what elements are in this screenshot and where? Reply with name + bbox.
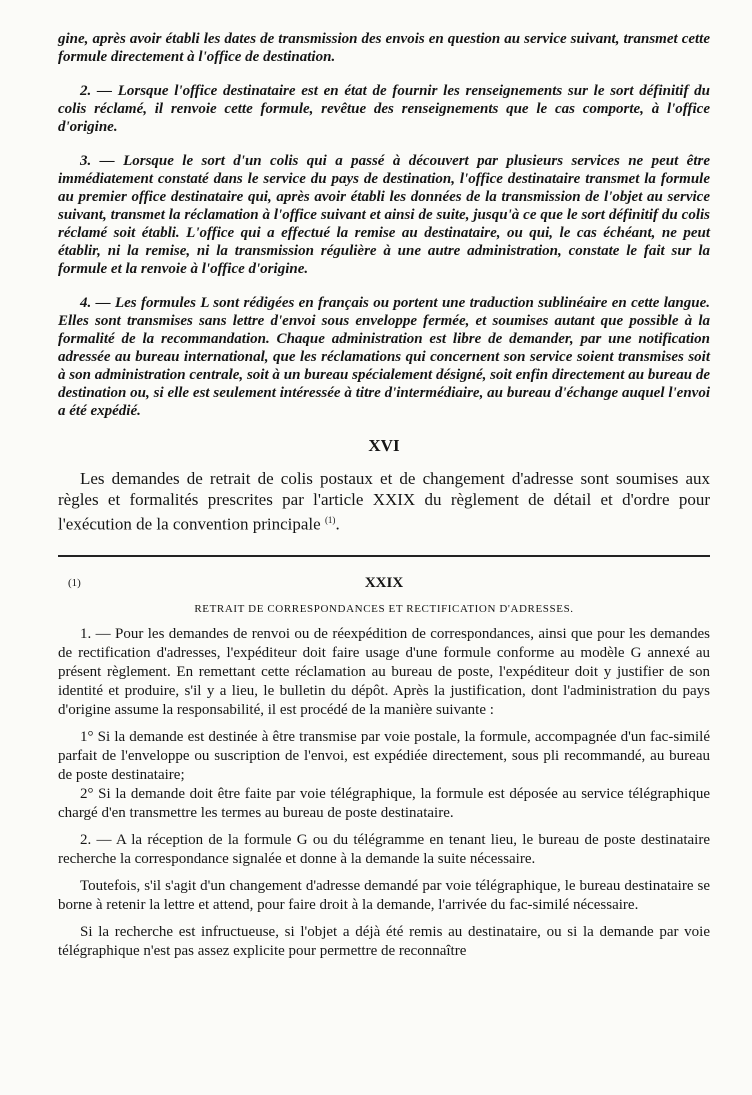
footnote-reference: (1) — [324, 515, 336, 525]
footnote-paragraph-1: 1. — Pour les demandes de renvoi ou de réexpédition de correspondances, ainsi que pour les demandes de rectification d'adresses, l'expéditeur doit faire usage d'une formule conforme au modèle G annexé au présent règlement. En remettant cette réclamation au bureau de poste, l'expéditeur doit y justifier de son identité et produire, s'il y a lieu, le bulletin du dépôt. Après la justification, dont l'administration du pays d'origine assume la responsabilité, il est procédé de la manière suivante : — [58, 625, 710, 718]
continuation-paragraph: gine, après avoir établi les dates de transmission des envois en question au service suivant, transmet cette formule directement à l'office de destination. — [58, 31, 710, 65]
footnote-header — [58, 575, 710, 597]
footnote-divider — [58, 555, 710, 557]
paragraph-4: 4. — Les formules L sont rédigées en français ou portent une traduction sublinéaire en cette langue. Elles sont transmises sans lettre d'envoi sous enveloppe fermée, et soumises autant que possible à la formalité de la recommandation. Chaque administration est libre de demander, par une notification adressée au bureau international, que les réclamations qui concernent son service soient transmises soit à son administration centrale, soit à un bureau spécialement désigné, soit enfin directement au bureau de destination ou, si elle est seulement intéressée à titre d'intermédiaire, au bureau d'échange auquel l'envoi a été expédié. — [58, 295, 710, 419]
paragraph-2: 2. — Lorsque l'office destinataire est en état de fournir les renseignements sur le sort définitif du colis réclamé, il renvoie cette formule, revêtue des renseignements que le cas comporte, à l'office d'origine. — [58, 83, 710, 135]
footnote-paragraph-2: 2. — A la réception de la formule G ou du télégramme en tenant lieu, le bureau de poste destinataire recherche la correspondance signalée et donne à la demande la suite nécessaire. — [58, 831, 710, 867]
section-text: Les demandes de retrait de colis postaux et de changement d'adresse sont soumises aux règles et formalités prescrites par l'article XXIX du règlement de détail et d'ordre pour l'exécution de la convention principale $^{(1)}$. — [58, 469, 710, 534]
section-text-body: Les demandes de retrait de colis postaux et de changement d'adresse sont soumises aux règles et formalités prescrites par l'article XXIX du règlement de détail et d'ordre pour l'exécution de la convention principale — [58, 469, 710, 534]
footnote-item-1: 1° Si la demande est destinée à être transmise par voie postale, la formule, accompagnée d'un fac-similé parfait de l'enveloppe ou suscription de l'envoi, est expédiée directement, sous pli recommandé, au bureau de poste destinataire; — [58, 728, 710, 783]
paragraph-3: 3. — Lorsque le sort d'un colis qui a passé à découvert par plusieurs services ne peut être immédiatement constaté dans le service du pays de destination, l'office destinataire transmet la formule au premier office destinataire qui, après avoir établi les données de la transmission de l'objet au service suivant, transmet la réclamation à l'office suivant et ainsi de suite, jusqu'à ce que le sort définitif du colis réclamé soit établi. L'office qui a effectué la remise au destinataire, ou qui, le cas échéant, ne peut établir, ni la remise, ni la transmission régulière à une autre administration, constate le fait sur la formule et la renvoie à l'office d'origine. — [58, 153, 710, 277]
footnote-paragraph-4: Si la recherche est infructueuse, si l'objet a déjà été remis au destinataire, ou si la demande par voie télégraphique n'est pas assez explicite pour permettre de reconnaître — [58, 923, 710, 959]
footnote-paragraph-3: Toutefois, s'il s'agit d'un changement d'adresse demandé par voie télégraphique, le bureau destinataire se borne à retenir la lettre et attend, pour faire droit à la demande, l'arrivée du fac-similé nécessaire. — [58, 877, 710, 913]
footnote-item-2: 2° Si la demande doit être faite par voie télégraphique, la formule est déposée au service télégraphique chargé d'en transmettre les termes au bureau de poste destinataire. — [58, 785, 710, 821]
document-page — [58, 30, 710, 961]
footnote-mark: (1) — [68, 576, 81, 589]
section-heading: XVI — [368, 436, 400, 455]
footnote-title: RETRAIT DE CORRESPONDANCES ET RECTIFICATION D'ADRESSES. — [194, 602, 574, 615]
footnote-article-number: XXIX — [364, 574, 404, 591]
